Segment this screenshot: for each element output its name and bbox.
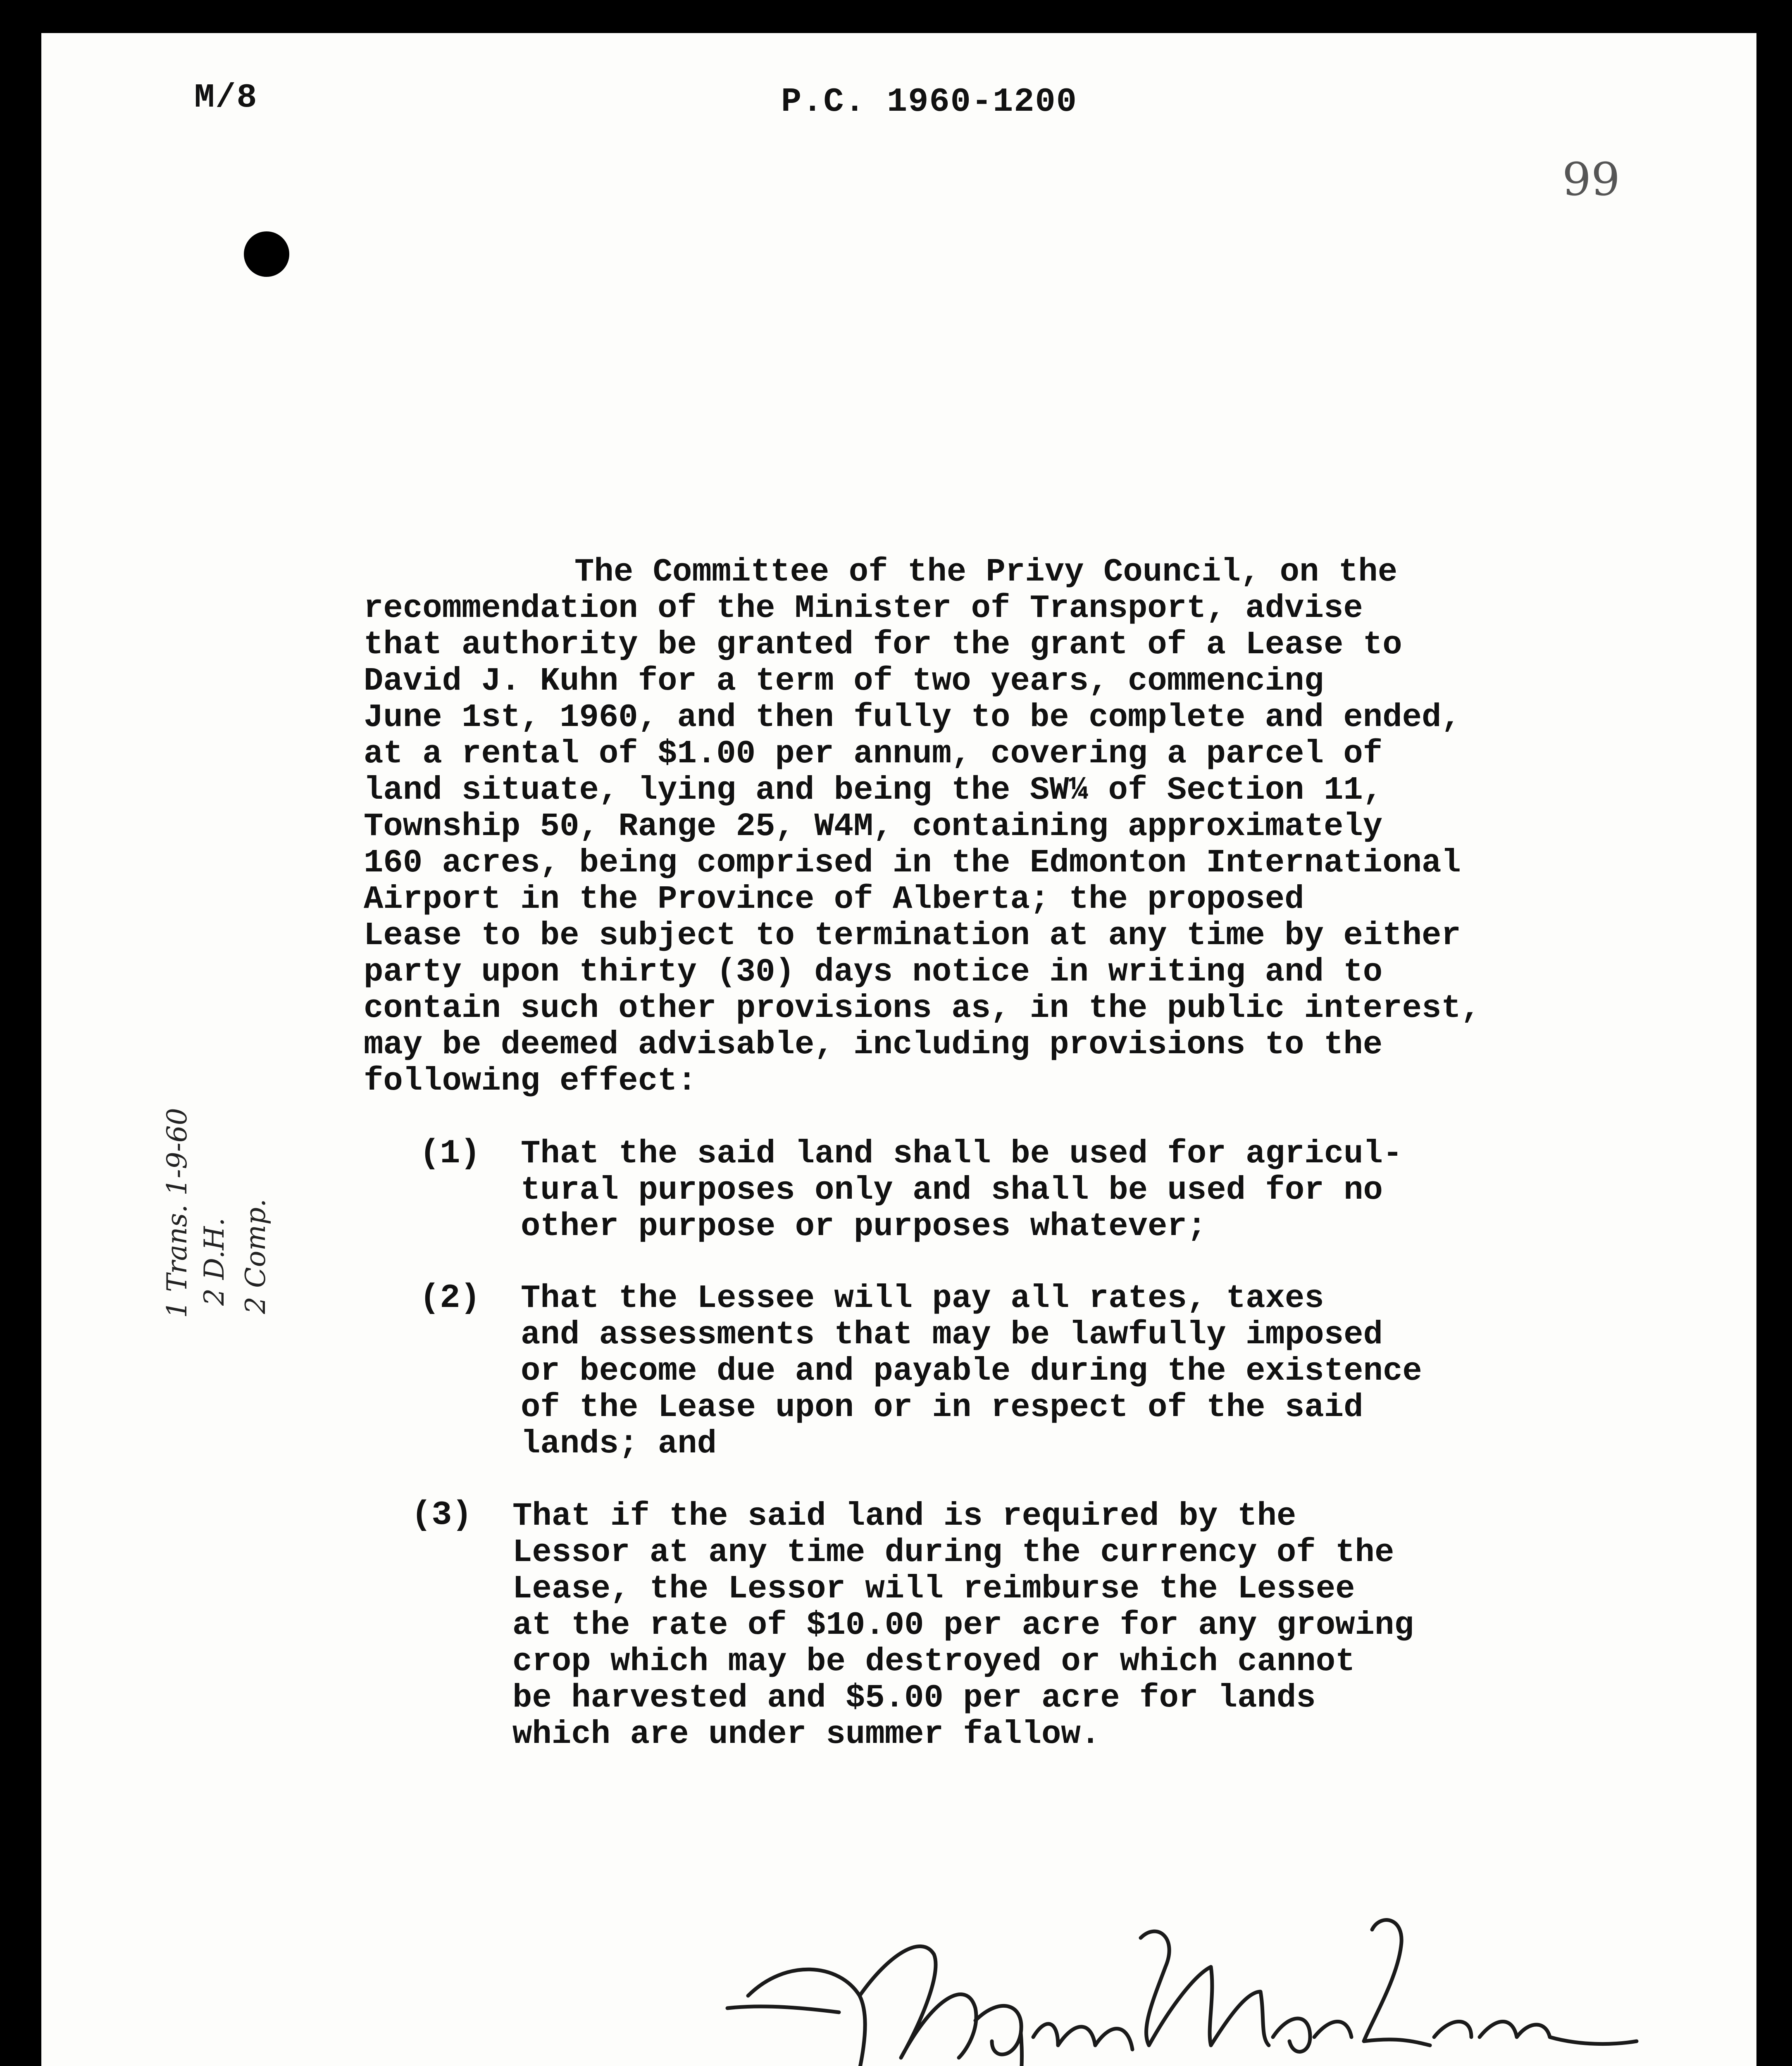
provision-line: Lessor at any time during the currency of the: [512, 1534, 1394, 1571]
provision-line: lands; and: [521, 1425, 717, 1462]
body-line: Airport in the Province of Alberta; the proposed: [364, 881, 1304, 918]
body-line: 160 acres, being comprised in the Edmonton International: [364, 844, 1461, 881]
body-line: David J. Kuhn for a term of two years, commencing: [364, 662, 1324, 700]
provision-line: tural purposes only and shall be used for no: [521, 1171, 1383, 1209]
provision-line: and assessments that may be lawfully imposed: [521, 1316, 1383, 1353]
provision-line: which are under summer fallow.: [512, 1716, 1101, 1753]
provision-line: That the said land shall be used for agricul-: [521, 1135, 1403, 1172]
punch-hole: [244, 231, 289, 277]
body-line: Township 50, Range 25, W4M, containing approximately: [364, 808, 1383, 845]
document-code: M/8: [194, 79, 258, 117]
body-line: The Committee of the Privy Council, on the: [574, 553, 1398, 590]
body-line: land situate, lying and being the SW¼ of Section 11,: [364, 771, 1383, 809]
signature: [703, 1872, 1653, 2066]
margin-note-line: 1 Trans. 1-9-60: [161, 1108, 193, 1318]
body-line: Lease to be subject to termination at any time by either: [364, 917, 1461, 954]
provision-line: Lease, the Lessor will reimburse the Lessee: [512, 1570, 1355, 1607]
provision-line: That if the said land is required by the: [512, 1497, 1296, 1535]
margin-note-line: 2 D.H.: [198, 1217, 230, 1306]
document-page: [41, 33, 1756, 2066]
margin-note-line: 2 Comp.: [240, 1198, 272, 1314]
body-line: may be deemed advisable, including provisions to the: [364, 1026, 1383, 1063]
provision-line: crop which may be destroyed or which cannot: [512, 1643, 1355, 1680]
provision-line: other purpose or purposes whatever;: [521, 1208, 1207, 1245]
provision-number: (3): [411, 1496, 472, 1534]
provision-number: (1): [419, 1134, 481, 1173]
provision-line: or become due and payable during the existence: [521, 1352, 1422, 1390]
provision-line: That the Lessee will pay all rates, taxes: [521, 1280, 1324, 1317]
body-line: following effect:: [364, 1062, 697, 1100]
provision-line: be harvested and $5.00 per acre for lands: [512, 1679, 1316, 1716]
provision-line: at the rate of $10.00 per acre for any growing: [512, 1607, 1414, 1644]
page-number: 99: [1562, 153, 1620, 206]
body-line: that authority be granted for the grant of a Lease to: [364, 626, 1402, 663]
order-number: P.C. 1960-1200: [781, 83, 1077, 121]
body-line: recommendation of the Minister of Transport, advise: [364, 590, 1363, 627]
body-line: contain such other provisions as, in the public interest,: [364, 990, 1481, 1027]
provision-line: of the Lease upon or in respect of the said: [521, 1389, 1363, 1426]
margin-note: [62, 1108, 272, 1426]
provision-number: (2): [419, 1279, 481, 1317]
body-line: at a rental of $1.00 per annum, covering a parcel of: [364, 735, 1383, 772]
body-line: June 1st, 1960, and then fully to be complete and ended,: [364, 699, 1461, 736]
body-line: party upon thirty (30) days notice in writing and to: [364, 953, 1383, 990]
